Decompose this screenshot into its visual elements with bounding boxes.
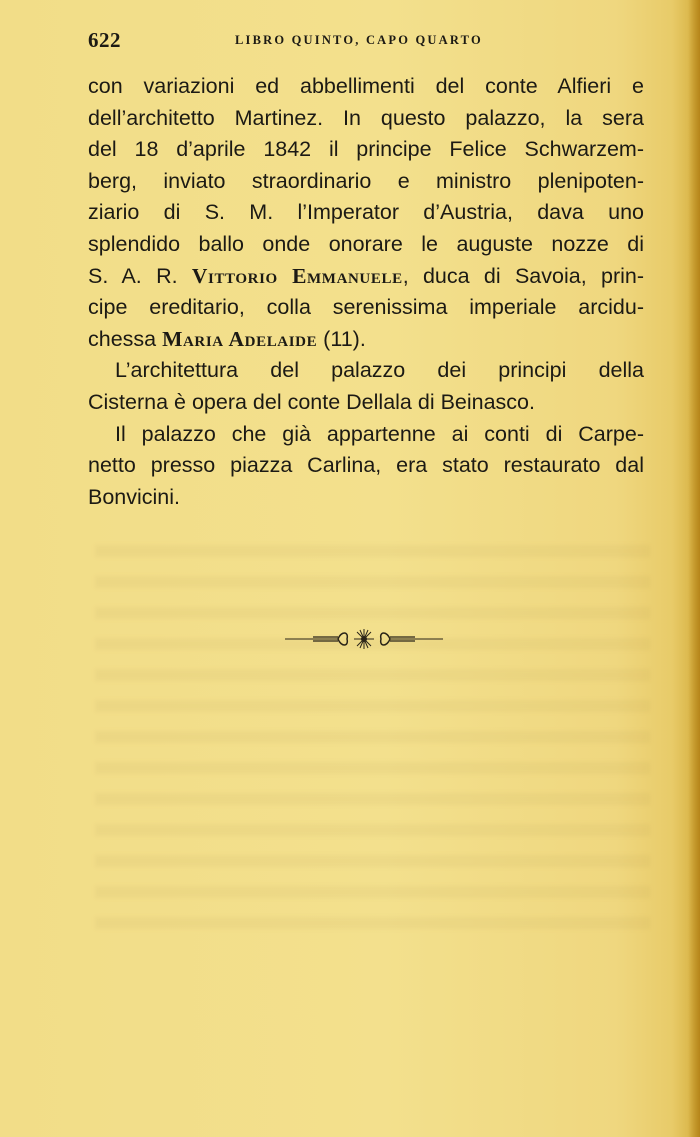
page-number: 622 [88, 28, 121, 52]
text-line: Il palazzo che già appartenne ai conti di Carpe- [115, 421, 644, 446]
text-line: del 18 d’aprile 1842 il principe Felice Schwarzem- [88, 137, 644, 162]
text-line [88, 261, 644, 293]
small-caps-name: Vittorio Emmanuele [191, 263, 403, 288]
text-line: con variazioni ed abbellimenti del conte Alfieri e [88, 74, 644, 98]
page-header [88, 28, 638, 58]
text-line: netto presso piazza Carlina, era stato restaurato dal [88, 453, 644, 478]
ornament-divider-icon [283, 626, 445, 652]
text-fragment: chessa [88, 326, 163, 351]
text-fragment: (11). [317, 326, 366, 351]
small-caps-name: Maria Adelaide [162, 326, 318, 351]
text-fragment: , duca di Savoia, prin- [402, 263, 644, 288]
running-head: LIBRO QUINTO, CAPO QUARTO [235, 33, 483, 47]
text-line: splendido ballo onde onorare le auguste nozze di [88, 231, 644, 256]
page-edge [688, 0, 700, 1137]
text-line [88, 324, 644, 356]
text-line: berg, inviato straordinario e ministro plenipoten- [88, 168, 644, 193]
text-line: Cisterna è opera del conte Dellala di Beinasco. [88, 389, 535, 414]
text-line: Bonvicini. [88, 484, 181, 509]
body-text [88, 71, 644, 513]
text-fragment: S. A. R. [88, 263, 192, 288]
text-line: L’architettura del palazzo dei principi della [115, 358, 644, 383]
text-line: dell’architetto Martinez. In questo palazzo, la sera [88, 105, 644, 130]
text-line: cipe ereditario, colla serenissima imperiale arcidu- [88, 295, 644, 320]
bleed-through-text [95, 545, 650, 945]
text-line: ziario di S. M. l’Imperator d’Austria, dava uno [88, 200, 644, 225]
